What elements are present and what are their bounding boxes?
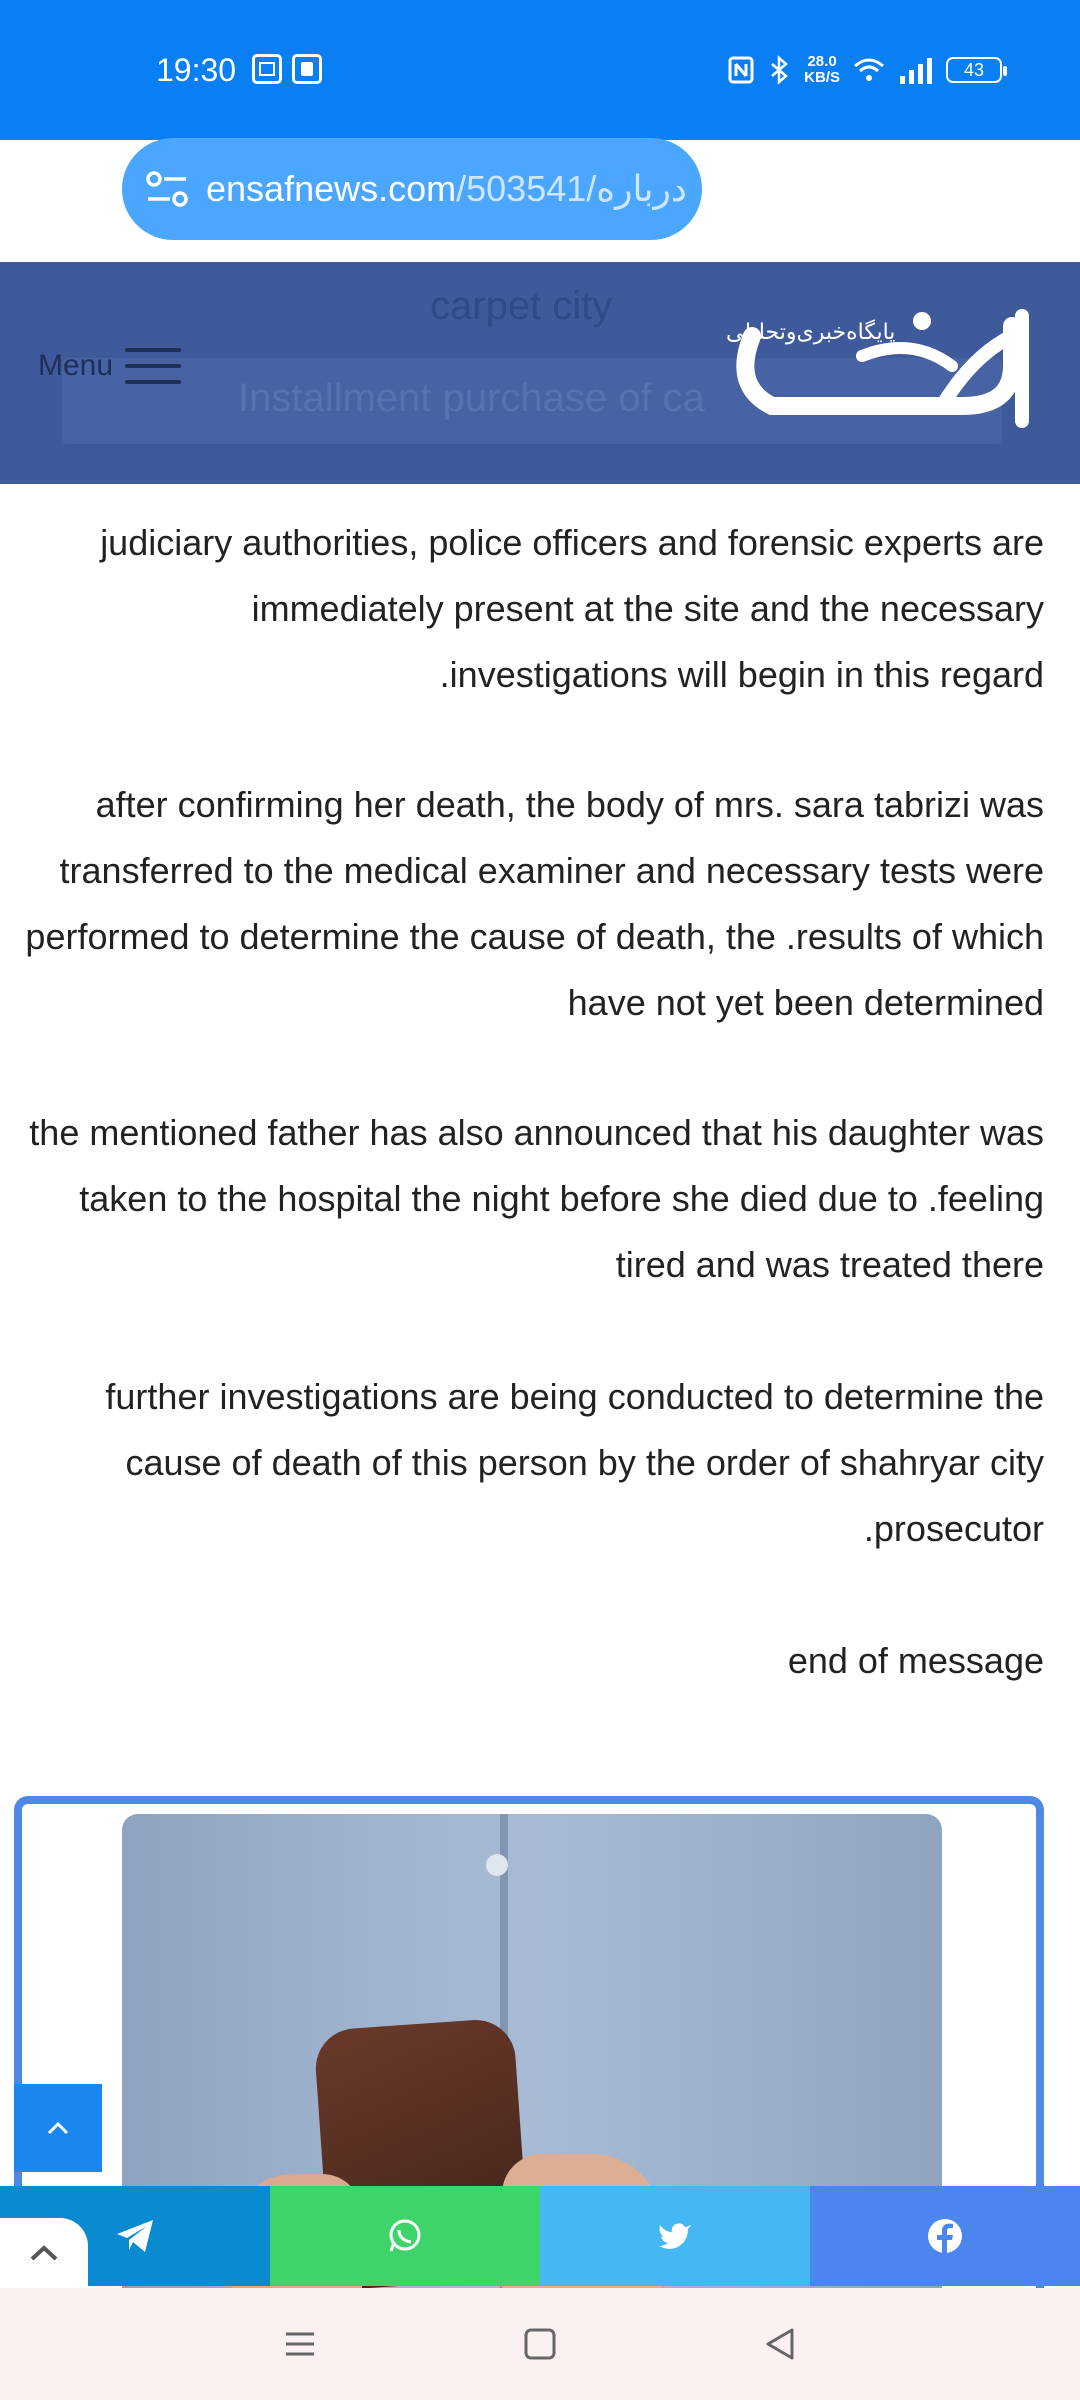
status-time: 19:30 — [156, 52, 237, 88]
telegram-icon — [115, 2218, 155, 2254]
share-icon[interactable] — [744, 162, 798, 216]
home-icon[interactable] — [32, 160, 88, 216]
chevron-up-icon — [29, 2244, 59, 2262]
site-logo[interactable] — [712, 296, 1044, 446]
url-host: ensafnews.com — [206, 168, 457, 209]
menu-button[interactable] — [38, 344, 181, 388]
article-end-note: end of message — [787, 1640, 1044, 1681]
whatsapp-icon — [387, 2218, 423, 2254]
battery-indicator: 43 — [946, 57, 1002, 83]
article-paragraph: the mentioned father has also announced that his daughter was taken to the hospital the night before she died due to .feeling tired and was treated there — [29, 1112, 1044, 1285]
header-ghost-text: carpet city — [430, 284, 613, 328]
system-nav-bar — [0, 2288, 1080, 2400]
url-path: /503541/درباره — [456, 168, 687, 209]
signal-icon — [898, 56, 934, 84]
news-app-icon — [252, 54, 282, 84]
logo-mark — [712, 296, 1044, 446]
bluetooth-icon — [766, 55, 792, 85]
status-right-icons — [728, 54, 1002, 86]
notification-icons — [252, 54, 322, 84]
article-body — [0, 484, 1080, 1774]
wifi-icon — [852, 56, 886, 84]
menu-label: Menu — [38, 349, 114, 382]
url-bar[interactable] — [122, 138, 702, 240]
nfc-icon — [728, 56, 754, 84]
twitter-icon — [657, 2221, 693, 2251]
logo-tagline: پایگاه‌خبری‌وتحلیلی — [726, 320, 896, 345]
recents-menu-icon[interactable] — [280, 2324, 320, 2364]
tablet-app-icon — [292, 54, 322, 84]
header-ghost-banner[interactable]: Installment purchase of ca — [62, 358, 1002, 444]
home-nav-icon[interactable] — [520, 2324, 560, 2364]
site-settings-icon[interactable] — [144, 169, 190, 209]
more-options-icon[interactable] — [1004, 164, 1034, 218]
chevron-up-icon — [47, 2121, 69, 2135]
share-bar — [0, 2186, 1080, 2286]
back-nav-icon[interactable] — [760, 2324, 800, 2364]
network-speed-value: 28.0 — [807, 53, 837, 70]
site-header — [0, 262, 1080, 484]
collapse-share-button[interactable] — [0, 2218, 88, 2288]
tabs-button[interactable]: 1 — [873, 166, 921, 214]
scroll-to-top-button[interactable] — [14, 2084, 102, 2172]
article-paragraph: after confirming her death, the body of mrs. sara tabrizi was transferred to the medical examiner and necessary tests were performed to determine the cause of death, the .results of which have not yet been determined — [25, 784, 1044, 1023]
hamburger-icon — [125, 344, 181, 388]
facebook-icon — [927, 2218, 963, 2254]
status-bar — [0, 0, 1080, 140]
article-paragraph: further investigations are being conducted to determine the cause of death of this person by the order of shahryar city .prosecutor — [105, 1376, 1044, 1549]
share-facebook-button[interactable] — [810, 2186, 1080, 2286]
article-paragraph: judiciary authorities, police officers and forensic experts are immediately present at the site and the necessary .investigations will begin in this regard — [100, 522, 1044, 695]
share-twitter-button[interactable] — [540, 2186, 810, 2286]
network-speed-unit: KB/S — [804, 69, 840, 86]
network-speed — [804, 54, 840, 86]
share-whatsapp-button[interactable] — [270, 2186, 540, 2286]
